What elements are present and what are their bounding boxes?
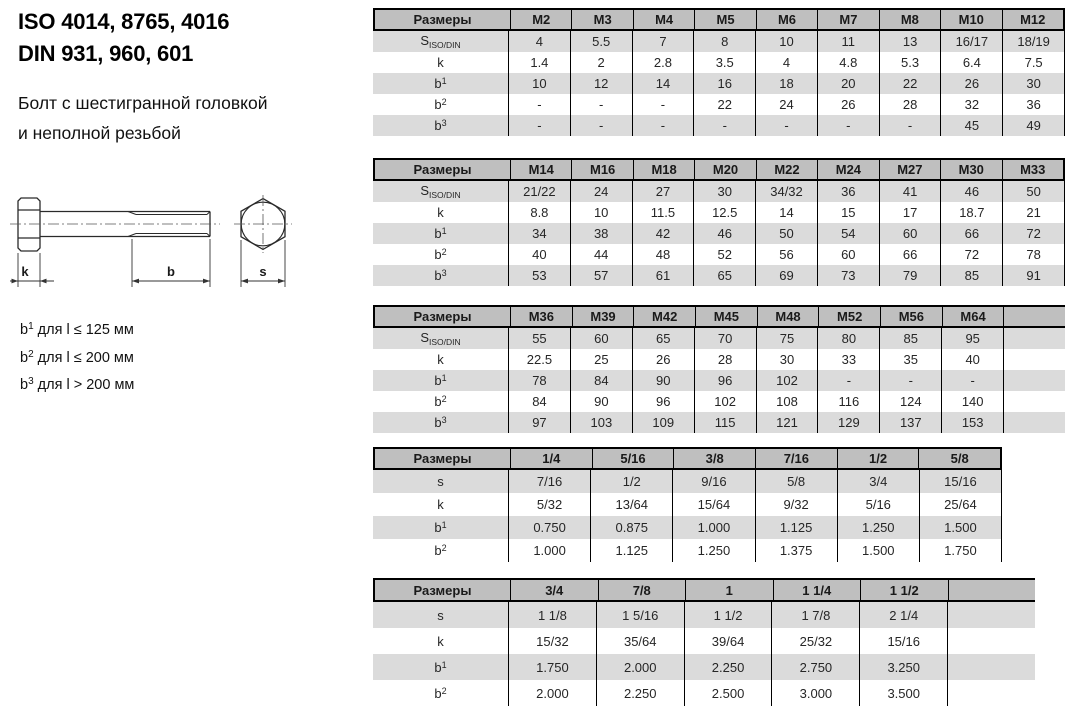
value-cell: 25/32	[771, 628, 859, 654]
value-cell: 12.5	[693, 202, 755, 223]
column-header-cell: M20	[694, 160, 755, 179]
column-header-cell: M14	[510, 160, 571, 179]
value-cell: 1.000	[672, 516, 754, 539]
empty-value-cell	[947, 602, 1035, 628]
header-label-cell: Размеры	[413, 162, 472, 177]
value-cell: -	[755, 115, 817, 136]
value-cell: 17	[879, 202, 941, 223]
column-header-cell: M5	[694, 10, 755, 29]
value-cell: 49	[1002, 115, 1065, 136]
table-inch-large	[373, 578, 1035, 706]
value-cell: 41	[879, 181, 941, 202]
value-cell: 96	[694, 370, 756, 391]
value-cell: 0.875	[590, 516, 672, 539]
value-cell: 30	[756, 349, 818, 370]
table-row	[373, 391, 1065, 412]
value-cell: 1 5/16	[596, 602, 684, 628]
value-cell: 18/19	[1002, 31, 1065, 52]
column-header-cell: M52	[818, 307, 880, 326]
table-row	[373, 52, 1065, 73]
row-label-cell: $b^3$	[434, 415, 447, 430]
note-line: $b^2$ для l ≤ 200 мм	[20, 348, 134, 366]
value-cell: 5/16	[837, 493, 919, 516]
column-header-cell: M3	[571, 10, 632, 29]
value-cell: 15/64	[672, 493, 754, 516]
value-cell: 84	[570, 370, 632, 391]
value-cell: 5/8	[755, 470, 837, 493]
value-cell: 75	[756, 328, 818, 349]
value-cell: 90	[632, 370, 694, 391]
value-cell: 1.125	[755, 516, 837, 539]
value-cell: -	[570, 115, 632, 136]
table-row	[373, 654, 1035, 680]
value-cell: 15/16	[919, 470, 1002, 493]
column-header-cell: 3/4	[510, 580, 598, 600]
value-cell: 33	[817, 349, 879, 370]
value-cell: 96	[632, 391, 694, 412]
value-cell: 28	[879, 94, 941, 115]
value-cell: 66	[940, 223, 1002, 244]
value-cell: 35	[879, 349, 941, 370]
empty-header-cell	[948, 580, 1036, 600]
table-row	[373, 602, 1035, 628]
value-cell: 26	[632, 349, 694, 370]
value-cell: 24	[570, 181, 632, 202]
value-cell: 36	[1002, 94, 1065, 115]
table-metric-m2-m12	[373, 8, 1065, 136]
value-cell: 54	[817, 223, 879, 244]
value-cell: 50	[1002, 181, 1065, 202]
value-cell: 1 1/8	[508, 602, 596, 628]
value-cell: 55	[508, 328, 570, 349]
value-cell: 2.250	[596, 680, 684, 706]
column-header-cell: M33	[1002, 160, 1063, 179]
table-row	[373, 223, 1065, 244]
column-header-cell: 7/8	[598, 580, 686, 600]
value-cell: -	[879, 370, 941, 391]
row-label-cell: $S_{ISO/DIN}$	[420, 330, 461, 347]
column-header-cell: 1	[685, 580, 773, 600]
value-cell: 44	[570, 244, 632, 265]
value-cell: 24	[755, 94, 817, 115]
table-row	[373, 628, 1035, 654]
column-header-cell: M22	[756, 160, 817, 179]
table-row	[373, 680, 1035, 706]
value-cell: 1 1/2	[684, 602, 772, 628]
column-header-cell: 7/16	[755, 449, 837, 468]
value-cell: 1.250	[837, 516, 919, 539]
value-cell: 48	[632, 244, 694, 265]
value-cell: 108	[756, 391, 818, 412]
table-row	[373, 31, 1065, 52]
note-line: $b^1$ для l ≤ 125 мм	[20, 321, 134, 338]
value-cell: 22.5	[508, 349, 570, 370]
value-cell: 18	[755, 73, 817, 94]
value-cell: 5.3	[879, 52, 941, 73]
value-cell: 1.500	[919, 516, 1002, 539]
value-cell: 8.8	[508, 202, 570, 223]
value-cell: 60	[570, 328, 632, 349]
header-label-cell: Размеры	[413, 451, 472, 466]
value-cell: 3.500	[859, 680, 947, 706]
value-cell: -	[508, 94, 570, 115]
value-cell: 21	[1002, 202, 1065, 223]
title-line-iso: ISO 4014, 8765, 4016	[18, 9, 230, 34]
column-header-cell: M2	[510, 10, 571, 29]
value-cell: 102	[756, 370, 818, 391]
value-cell: -	[693, 115, 755, 136]
value-cell: 9/16	[672, 470, 754, 493]
value-cell: 15	[817, 202, 879, 223]
value-cell: 80	[817, 328, 879, 349]
table-header-row	[373, 305, 1065, 328]
table-header-row	[373, 158, 1065, 181]
column-header-cell: M16	[571, 160, 632, 179]
row-label-cell: $b^3$	[434, 268, 447, 283]
value-cell: 2.250	[684, 654, 772, 680]
value-cell: 34	[508, 223, 570, 244]
empty-value-cell	[947, 628, 1035, 654]
value-cell: 1.500	[837, 539, 919, 562]
value-cell: 27	[632, 181, 694, 202]
page-subtitle	[18, 88, 268, 148]
value-cell: 10	[570, 202, 632, 223]
table-row	[373, 265, 1065, 286]
row-label-cell: $S_{ISO/DIN}$	[420, 33, 461, 50]
value-cell: 40	[508, 244, 570, 265]
value-cell: 3.250	[859, 654, 947, 680]
column-header-cell: M45	[695, 307, 757, 326]
value-cell: 3.5	[693, 52, 755, 73]
table-row	[373, 181, 1065, 202]
value-cell: 73	[817, 265, 879, 286]
column-header-cell: 1 1/2	[860, 580, 948, 600]
value-cell: 2.750	[771, 654, 859, 680]
value-cell: 69	[755, 265, 817, 286]
value-cell: 38	[570, 223, 632, 244]
table-metric-m36-m64	[373, 305, 1065, 433]
value-cell: -	[817, 115, 879, 136]
row-label-cell: k	[437, 497, 444, 512]
value-cell: 39/64	[684, 628, 772, 654]
column-header-cell: 1/2	[837, 449, 919, 468]
value-cell: 2.000	[508, 680, 596, 706]
value-cell: 5/32	[508, 493, 590, 516]
value-cell: 7	[632, 31, 694, 52]
value-cell: 52	[693, 244, 755, 265]
value-cell: 1 7/8	[771, 602, 859, 628]
value-cell: 61	[632, 265, 694, 286]
row-label-cell: k	[437, 352, 444, 367]
table-row	[373, 202, 1065, 223]
value-cell: 32	[940, 94, 1002, 115]
value-cell: 57	[570, 265, 632, 286]
column-header-cell: 5/8	[918, 449, 1000, 468]
value-cell: 45	[940, 115, 1002, 136]
column-header-cell: M48	[757, 307, 819, 326]
table-row	[373, 493, 1002, 516]
row-label-cell: s	[437, 474, 444, 489]
row-label-cell: $b^2$	[434, 97, 447, 112]
value-cell: 85	[940, 265, 1002, 286]
value-cell: -	[508, 115, 570, 136]
value-cell: 25/64	[919, 493, 1002, 516]
table-row	[373, 412, 1065, 433]
value-cell: 0.750	[508, 516, 590, 539]
value-cell: 5.5	[570, 31, 632, 52]
dim-label-k: k	[21, 264, 29, 279]
value-cell: 22	[879, 73, 941, 94]
row-label-cell: $S_{ISO/DIN}$	[420, 183, 461, 200]
value-cell: 16	[693, 73, 755, 94]
header-label-cell: Размеры	[413, 582, 472, 598]
value-cell: 1/2	[590, 470, 672, 493]
empty-value-cell	[1003, 370, 1065, 391]
empty-value-cell	[1003, 391, 1065, 412]
value-cell: 10	[508, 73, 570, 94]
header-label-cell: Размеры	[413, 12, 472, 27]
table-row	[373, 73, 1065, 94]
value-cell: 15/32	[508, 628, 596, 654]
table-row	[373, 115, 1065, 136]
value-cell: 109	[632, 412, 694, 433]
value-cell: 60	[817, 244, 879, 265]
row-label-cell: $b^1$	[434, 76, 447, 91]
bolt-drawing-svg	[8, 186, 332, 310]
bolt-head-outline	[18, 198, 40, 251]
value-cell: 115	[694, 412, 756, 433]
value-cell: 78	[508, 370, 570, 391]
table-row	[373, 94, 1065, 115]
table-inch-small	[373, 447, 1002, 562]
value-cell: 12	[570, 73, 632, 94]
value-cell: 3/4	[837, 470, 919, 493]
value-cell: 79	[879, 265, 941, 286]
value-cell: 78	[1002, 244, 1065, 265]
table-row	[373, 244, 1065, 265]
value-cell: 26	[817, 94, 879, 115]
table-row	[373, 328, 1065, 349]
value-cell: 20	[817, 73, 879, 94]
column-header-cell: M27	[879, 160, 940, 179]
value-cell: 4	[755, 52, 817, 73]
value-cell: 34/32	[755, 181, 817, 202]
value-cell: 25	[570, 349, 632, 370]
column-header-cell: M24	[817, 160, 878, 179]
value-cell: 1.4	[508, 52, 570, 73]
thread-length-notes	[20, 315, 134, 398]
column-header-cell: M42	[633, 307, 695, 326]
row-label-cell: $b^2$	[434, 247, 447, 262]
value-cell: 10	[755, 31, 817, 52]
column-header-cell: M6	[756, 10, 817, 29]
row-label-cell: k	[437, 55, 444, 70]
column-header-cell: M39	[572, 307, 634, 326]
value-cell: 72	[940, 244, 1002, 265]
value-cell: 2.500	[684, 680, 772, 706]
value-cell: 35/64	[596, 628, 684, 654]
column-header-cell: M7	[817, 10, 878, 29]
value-cell: 7/16	[508, 470, 590, 493]
table-header-row	[373, 447, 1002, 470]
value-cell: -	[817, 370, 879, 391]
value-cell: -	[570, 94, 632, 115]
row-label-cell: k	[437, 205, 444, 220]
column-header-cell: M30	[940, 160, 1001, 179]
value-cell: 46	[693, 223, 755, 244]
value-cell: 140	[941, 391, 1003, 412]
value-cell: 46	[940, 181, 1002, 202]
value-cell: 26	[940, 73, 1002, 94]
row-label-cell: $b^1$	[434, 659, 447, 675]
value-cell: 66	[879, 244, 941, 265]
row-label-cell: $b^2$	[434, 543, 447, 558]
value-cell: 121	[756, 412, 818, 433]
value-cell: 95	[941, 328, 1003, 349]
value-cell: 3.000	[771, 680, 859, 706]
empty-value-cell	[1003, 328, 1065, 349]
value-cell: 1.750	[508, 654, 596, 680]
value-cell: 91	[1002, 265, 1065, 286]
value-cell: 42	[632, 223, 694, 244]
row-label-cell: k	[437, 633, 444, 649]
value-cell: 53	[508, 265, 570, 286]
value-cell: 1.375	[755, 539, 837, 562]
table-row	[373, 516, 1002, 539]
column-header-cell: 5/16	[592, 449, 674, 468]
value-cell: 36	[817, 181, 879, 202]
column-header-cell: 1 1/4	[773, 580, 861, 600]
value-cell: 153	[941, 412, 1003, 433]
value-cell: 65	[693, 265, 755, 286]
column-header-cell: M18	[633, 160, 694, 179]
empty-value-cell	[947, 654, 1035, 680]
value-cell: 11.5	[632, 202, 694, 223]
page-title	[18, 6, 229, 70]
value-cell: -	[632, 115, 694, 136]
value-cell: 8	[693, 31, 755, 52]
value-cell: 116	[817, 391, 879, 412]
empty-header-cell	[1003, 307, 1065, 326]
row-label-cell: $b^2$	[434, 394, 447, 409]
row-label-cell: $b^1$	[434, 373, 447, 388]
value-cell: 65	[632, 328, 694, 349]
value-cell: 11	[817, 31, 879, 52]
note-line: $b^3$ для l > 200 мм	[20, 376, 135, 393]
value-cell: 14	[632, 73, 694, 94]
value-cell: 40	[941, 349, 1003, 370]
dim-label-b: b	[167, 264, 175, 279]
value-cell: 102	[694, 391, 756, 412]
value-cell: 13	[879, 31, 941, 52]
row-label-cell: $b^3$	[434, 118, 447, 133]
value-cell: 1.250	[672, 539, 754, 562]
table-header-row	[373, 8, 1065, 31]
value-cell: 4.8	[817, 52, 879, 73]
value-cell: 1.750	[919, 539, 1002, 562]
value-cell: 7.5	[1002, 52, 1065, 73]
empty-value-cell	[1003, 349, 1065, 370]
column-header-cell: M4	[633, 10, 694, 29]
value-cell: 28	[694, 349, 756, 370]
value-cell: 1.000	[508, 539, 590, 562]
value-cell: 16/17	[940, 31, 1002, 52]
value-cell: 2.8	[632, 52, 694, 73]
value-cell: 18.7	[940, 202, 1002, 223]
empty-value-cell	[947, 680, 1035, 706]
value-cell: 129	[817, 412, 879, 433]
row-label-cell: $b^1$	[434, 226, 447, 241]
value-cell: 103	[570, 412, 632, 433]
table-row	[373, 539, 1002, 562]
table-row	[373, 470, 1002, 493]
header-label-cell: Размеры	[413, 309, 472, 324]
column-header-cell: M10	[940, 10, 1001, 29]
value-cell: 2.000	[596, 654, 684, 680]
empty-value-cell	[1003, 412, 1065, 433]
column-header-cell: M8	[879, 10, 940, 29]
value-cell: 15/16	[859, 628, 947, 654]
row-label-cell: s	[437, 607, 444, 623]
value-cell: 85	[879, 328, 941, 349]
dim-label-s: s	[259, 264, 267, 279]
row-label-cell: $b^2$	[434, 685, 447, 701]
value-cell: 9/32	[755, 493, 837, 516]
table-header-row	[373, 578, 1035, 602]
value-cell: 14	[755, 202, 817, 223]
column-header-cell: M36	[510, 307, 572, 326]
value-cell: 97	[508, 412, 570, 433]
table-row	[373, 370, 1065, 391]
value-cell: 2	[570, 52, 632, 73]
value-cell: -	[879, 115, 941, 136]
value-cell: 90	[570, 391, 632, 412]
value-cell: 1.125	[590, 539, 672, 562]
bolt-technical-drawing	[8, 186, 332, 310]
value-cell: 22	[693, 94, 755, 115]
value-cell: 137	[879, 412, 941, 433]
value-cell: 13/64	[590, 493, 672, 516]
subtitle-line-2: и неполной резьбой	[18, 123, 181, 143]
column-header-cell: M56	[880, 307, 942, 326]
value-cell: -	[941, 370, 1003, 391]
value-cell: 6.4	[940, 52, 1002, 73]
column-header-cell: M64	[942, 307, 1004, 326]
column-header-cell: 3/8	[673, 449, 755, 468]
row-label-cell: $b^1$	[434, 520, 447, 535]
value-cell: 50	[755, 223, 817, 244]
value-cell: 84	[508, 391, 570, 412]
value-cell: 70	[694, 328, 756, 349]
title-line-din: DIN 931, 960, 601	[18, 41, 194, 66]
column-header-cell: M12	[1002, 10, 1063, 29]
value-cell: 124	[879, 391, 941, 412]
value-cell: 56	[755, 244, 817, 265]
table-row	[373, 349, 1065, 370]
subtitle-line-1: Болт с шестигранной головкой	[18, 93, 268, 113]
value-cell: 4	[508, 31, 570, 52]
value-cell: 60	[879, 223, 941, 244]
value-cell: 30	[1002, 73, 1065, 94]
table-metric-m14-m33	[373, 158, 1065, 286]
value-cell: 2 1/4	[859, 602, 947, 628]
column-header-cell: 1/4	[510, 449, 592, 468]
value-cell: -	[632, 94, 694, 115]
value-cell: 30	[693, 181, 755, 202]
value-cell: 72	[1002, 223, 1065, 244]
value-cell: 21/22	[508, 181, 570, 202]
